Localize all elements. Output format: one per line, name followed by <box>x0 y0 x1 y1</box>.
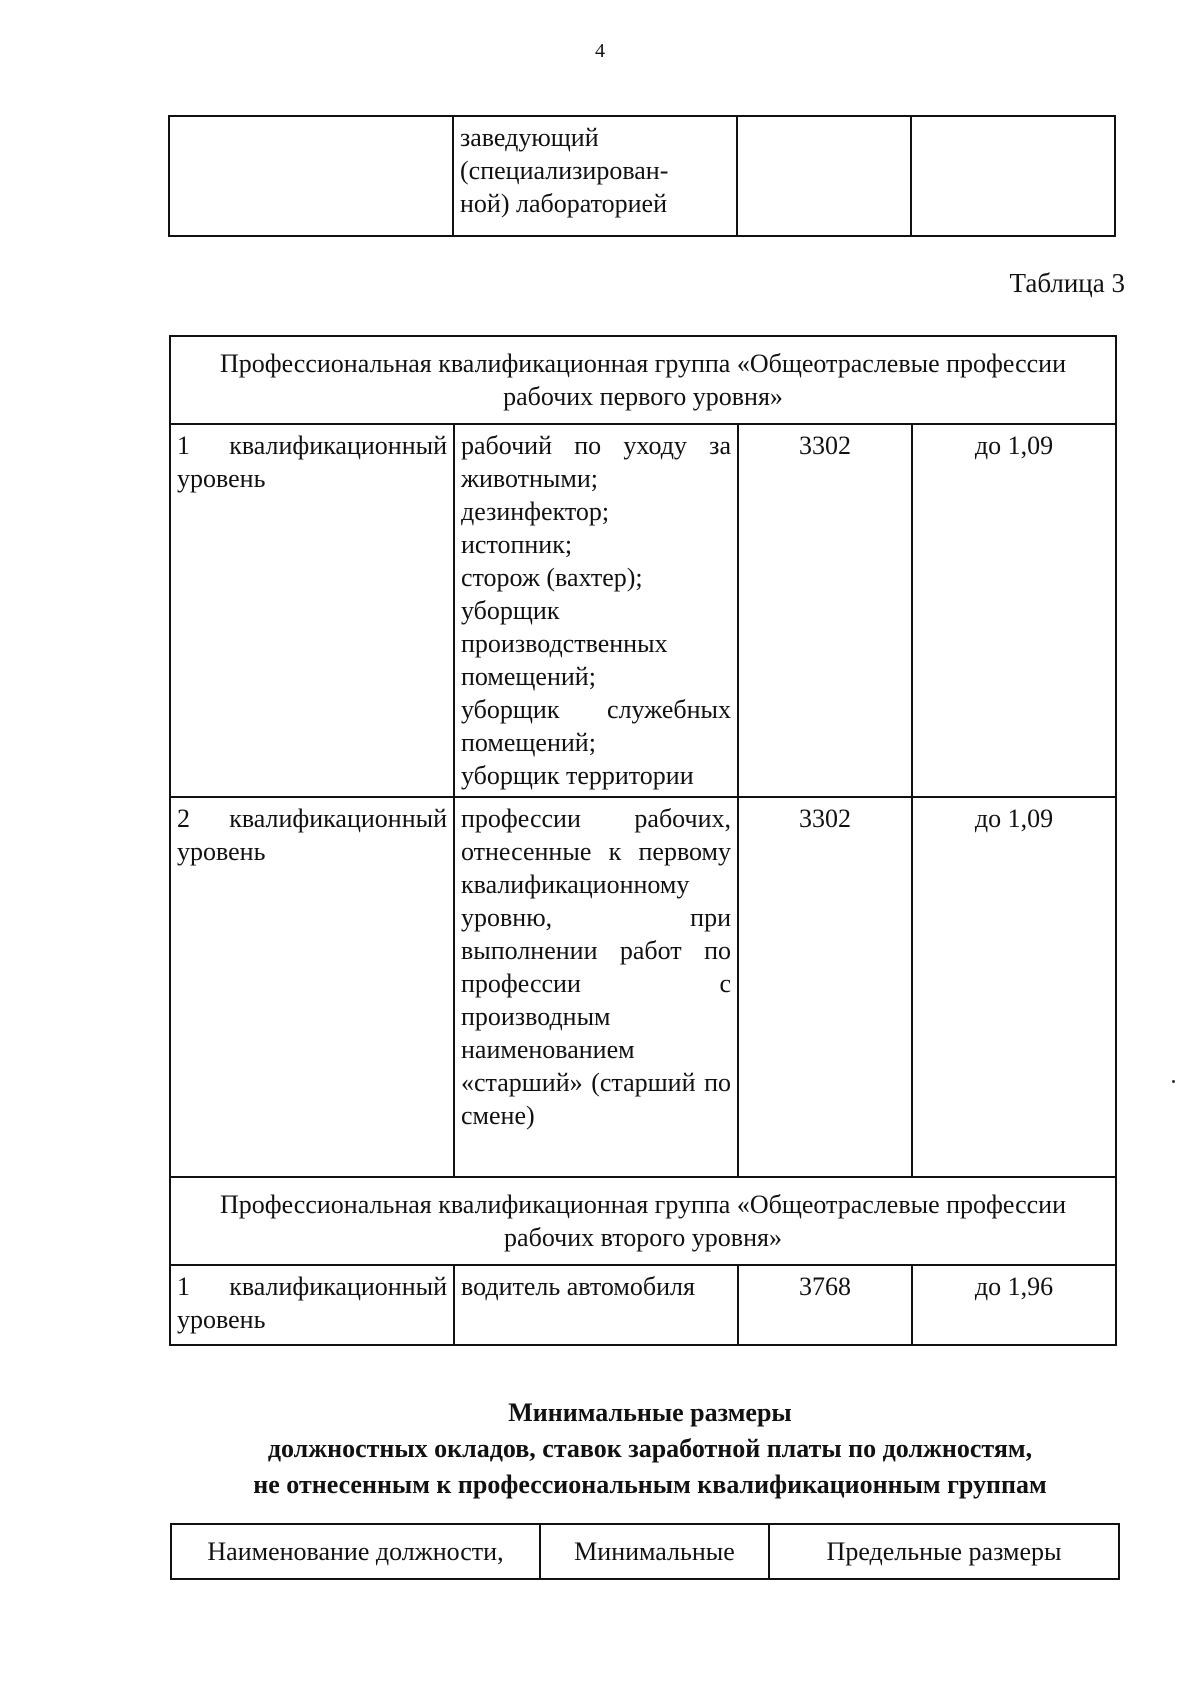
level-cell: 1 квалификационный уровень <box>170 424 454 797</box>
position-line: уборщик служебных помещений; <box>461 695 731 757</box>
column-header: Минимальные <box>540 1524 769 1579</box>
table-row <box>170 797 1116 1177</box>
heading-line: должностных окладов, ставок заработной платы по должностям, <box>267 1434 1033 1463</box>
table-cell <box>169 116 453 236</box>
column-header: Наименование должности, <box>171 1524 540 1579</box>
position-line: рабочий по уходу за животными; <box>461 431 731 493</box>
position-cell <box>453 116 737 236</box>
table-row <box>170 1265 1116 1345</box>
group-header-row <box>170 336 1116 424</box>
salary-cell: 3302 <box>738 797 912 1177</box>
position-line: (специализирован- <box>460 156 669 185</box>
position-line: заведующий <box>460 123 599 152</box>
position-line: уборщик производственных помещений; <box>461 596 668 691</box>
position-line: сторож (вахтер); <box>461 563 643 592</box>
continued-table <box>168 115 1116 237</box>
position-line: уборщик территории <box>461 761 694 790</box>
qualification-table <box>169 335 1117 1346</box>
position-line: ной) лабораторией <box>460 189 667 218</box>
table-cell <box>911 116 1115 236</box>
positions-cell <box>454 424 738 797</box>
section-heading <box>150 1395 1150 1503</box>
table-row <box>170 424 1116 797</box>
group-header-row <box>170 1177 1116 1265</box>
positions-cell: водитель автомобиля <box>454 1265 738 1345</box>
level-cell: 2 квалификационный уровень <box>170 797 454 1177</box>
min-salary-table <box>170 1523 1120 1580</box>
salary-cell: 3768 <box>738 1265 912 1345</box>
heading-line: не отнесенным к профессиональным квалификационным группам <box>253 1470 1047 1499</box>
page-number: 4 <box>595 40 605 62</box>
column-header: Предельные размеры <box>769 1524 1119 1579</box>
position-line: истопник; <box>461 530 573 559</box>
salary-cell: 3302 <box>738 424 912 797</box>
coefficient-cell: до 1,96 <box>912 1265 1116 1345</box>
positions-cell: профессии рабочих, отнесенные к первому квалификационному уровню, при выполнении работ по профессии с производным наименованием «старший» (старший по смене) <box>454 797 738 1177</box>
table-label: Таблица 3 <box>1009 268 1125 298</box>
position-line: дезинфектор; <box>461 497 610 526</box>
level-cell: 1 квалификационный уровень <box>170 1265 454 1345</box>
header-row <box>171 1524 1119 1579</box>
speck-mark <box>1172 1080 1175 1083</box>
coefficient-cell: до 1,09 <box>912 797 1116 1177</box>
heading-line: Минимальные размеры <box>508 1398 792 1427</box>
group-title: Профессиональная квалификационная группа «Общеотраслевые профессии рабочих первого уровня» <box>170 336 1116 424</box>
table-row <box>169 116 1115 236</box>
group-title: Профессиональная квалификационная группа «Общеотраслевые профессии рабочих второго уровня» <box>170 1177 1116 1265</box>
table-cell <box>737 116 911 236</box>
coefficient-cell: до 1,09 <box>912 424 1116 797</box>
